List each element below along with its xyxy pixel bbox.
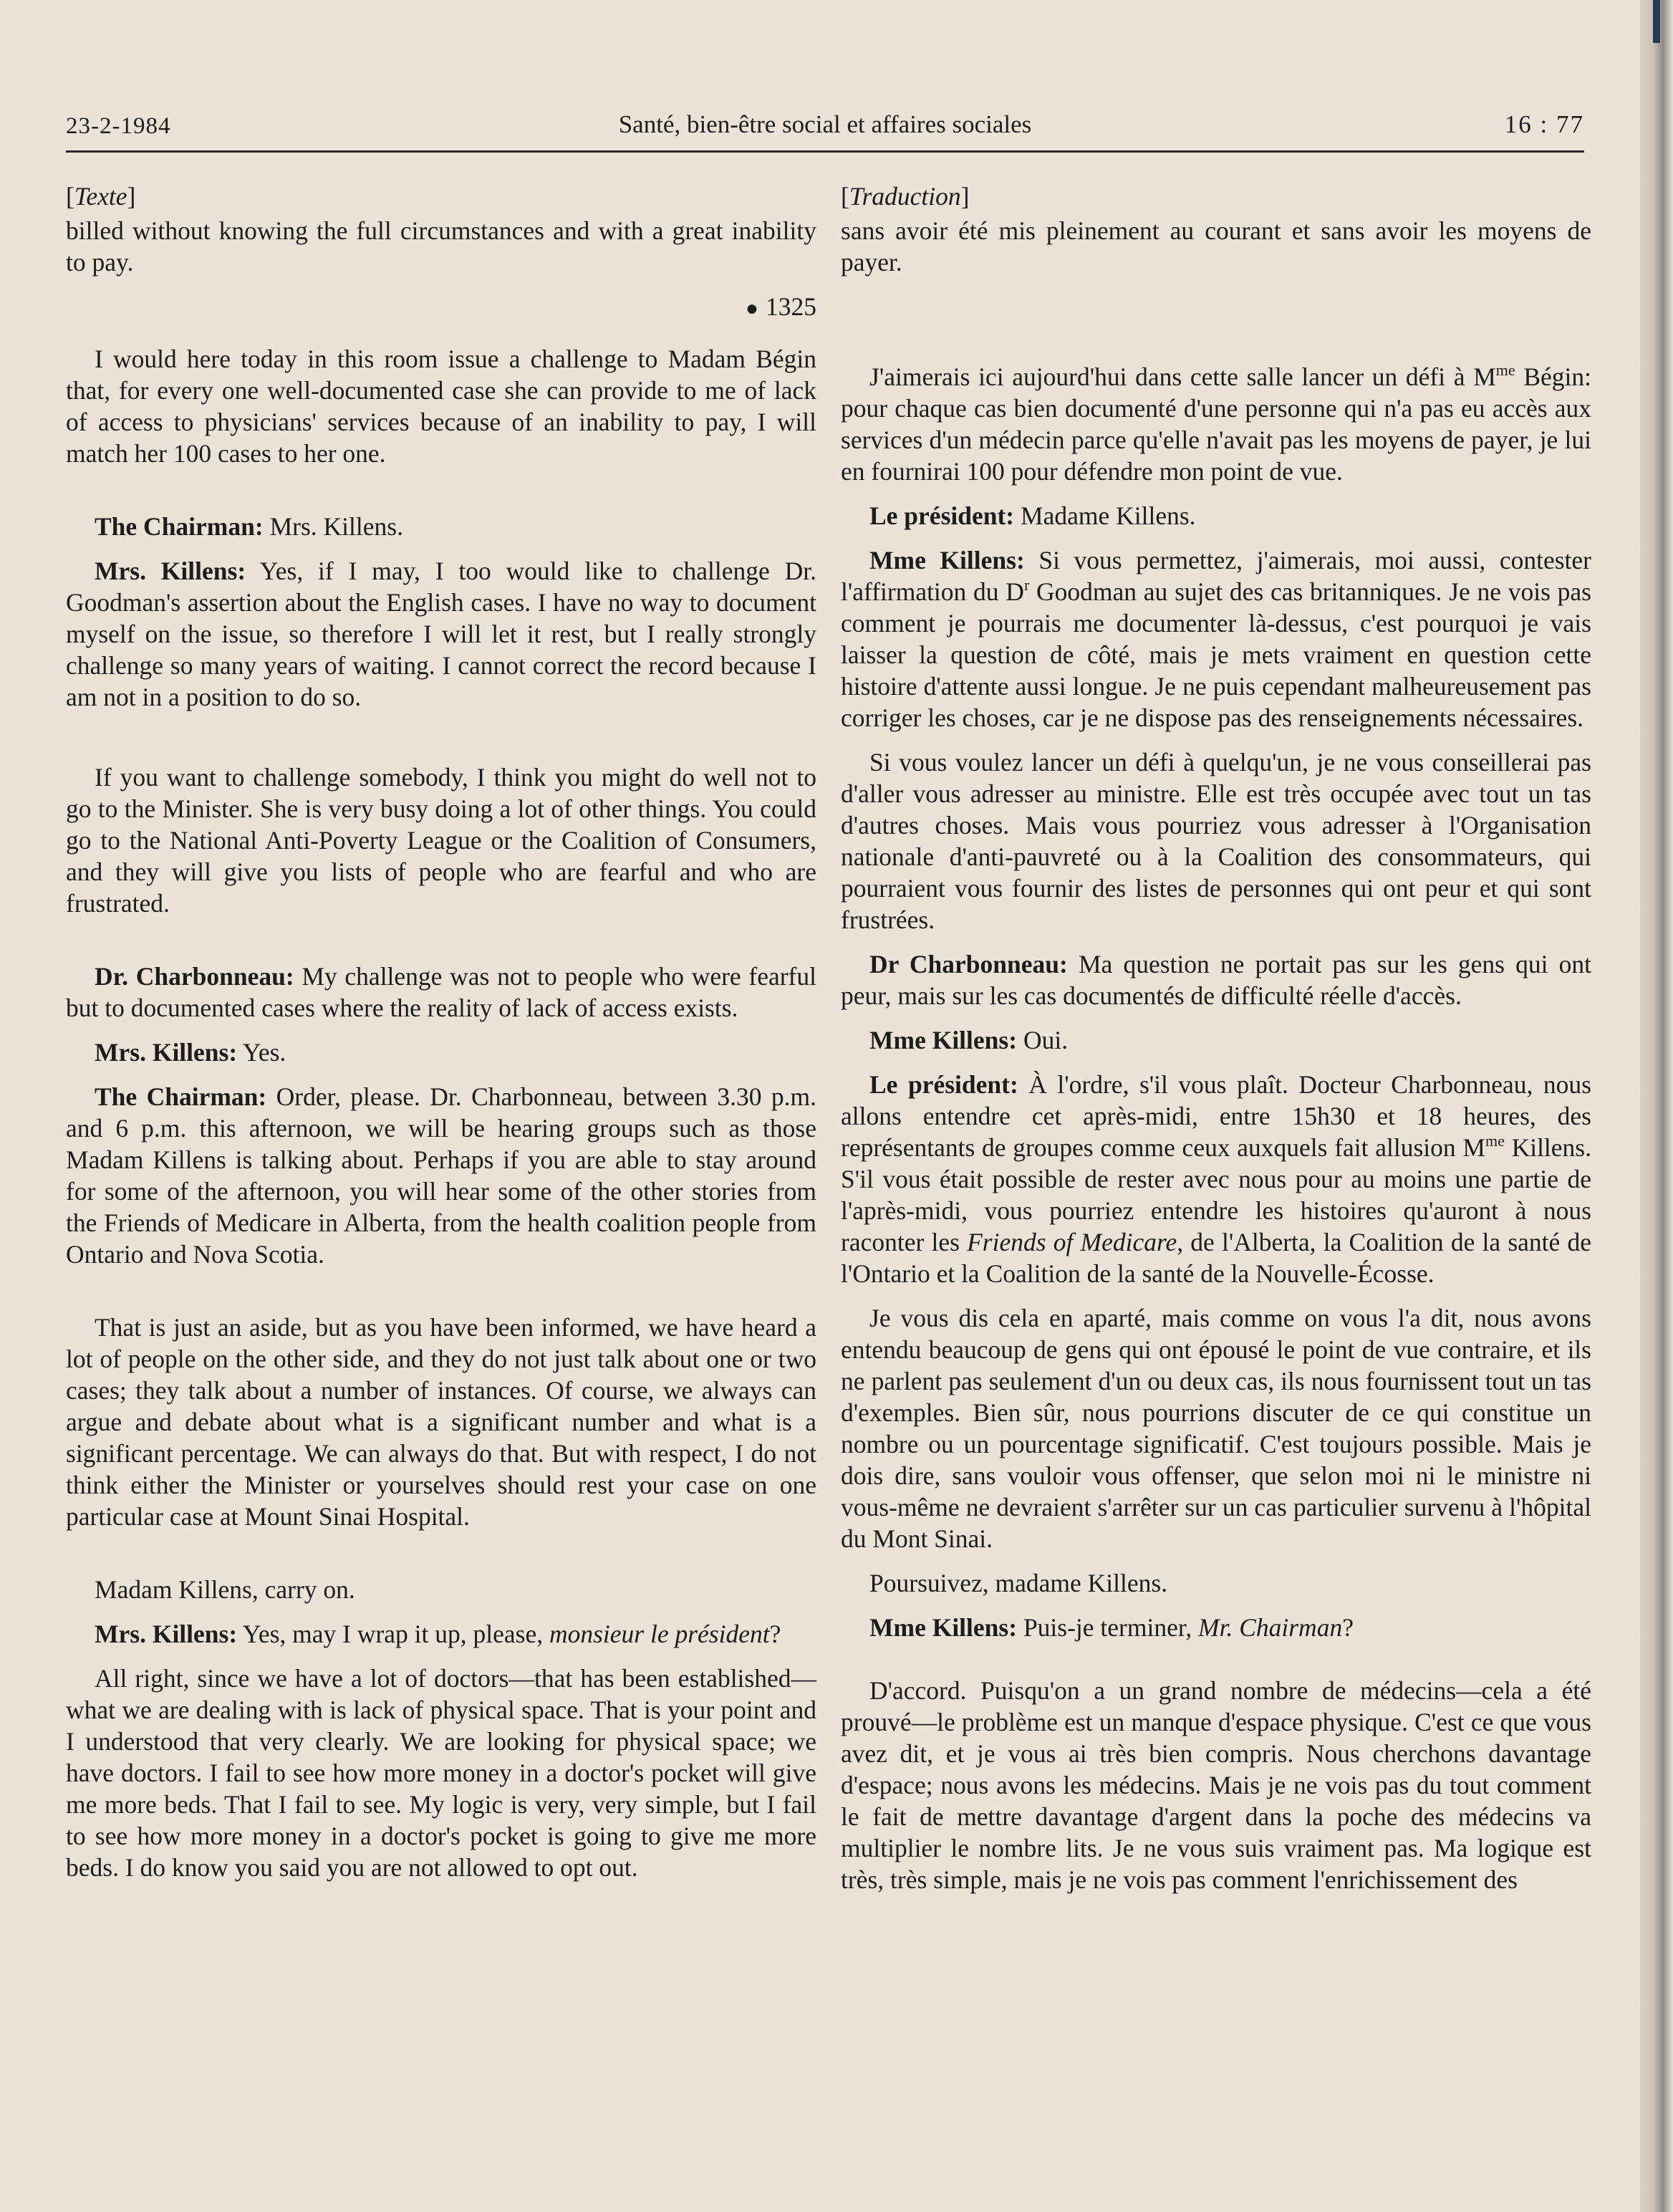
bullet-icon: ● — [745, 297, 758, 320]
speaker-paragraph: Mrs. Killens: Yes, may I wrap it up, please, monsieur le président? — [95, 1620, 781, 1648]
speaker-name: The Chairman: — [95, 1082, 267, 1111]
paragraph: That is just an aside, but as you have been informed, we have heard a lot of people on the other side, and they do not just talk about one or two cases; they talk about a number of instances. Of course, we always can argue and debate about what is a significant number and what is a significant percentage. We can always do that. But with respect, I do not think either the Minister or yourselves should rest your case on one particular case at Mount Sinai Hospital. — [66, 1313, 816, 1531]
paragraph: sans avoir été mis pleinement au courant et sans avoir les moyens de payer. — [841, 216, 1591, 276]
speaker-paragraph: Dr Charbonneau: Ma question ne portait pas sur les gens qui ont peur, mais sur les cas documentés de difficulté réelle d'accès. — [841, 950, 1591, 1010]
speaker-paragraph: Mrs. Killens: Yes, if I may, I too would like to challenge Dr. Goodman's assertion about the English cases. I have no way to document myself on the issue, so therefore I will let it rest, but I really strongly challenge so many years of waiting. I cannot correct the record because I am not in a position to do so. — [66, 557, 816, 711]
speaker-name: Mme Killens: — [869, 1026, 1018, 1054]
binding-tab — [1653, 0, 1660, 43]
paragraph: All right, since we have a lot of doctors—that has been established—what we are dealing with is lack of physical space. That is your point and I understood that very clearly. We are looking for physical space; we have doctors. I fail to see how more money in a doctor's pocket will give me more beds. That I fail to see. My logic is very, very simple, but I fail to see how more money in a doctor's pocket is going to give me more beds. I do know you said you are not allowed to opt out. — [66, 1664, 816, 1882]
paragraph: If you want to challenge somebody, I think you might do well not to go to the Minister. She is very busy doing a lot of other things. You could go to the National Anti-Poverty League or the Coalition of Consumers, and they will give you lists of people who are fearful and who are frustrated. — [66, 763, 816, 918]
speaker-name: Le président: — [869, 1070, 1018, 1099]
speaker-name: Dr. Charbonneau: — [95, 962, 294, 991]
translation-tag: [Traduction] — [841, 182, 970, 211]
speaker-paragraph: Le président: Madame Killens. — [869, 501, 1196, 530]
paragraph: Si vous voulez lancer un défi à quelqu'un, je ne vous conseillerai pas d'aller vous adresser au ministre. Elle est très occupée avec tout un tas d'autres choses. Mais vous pourriez vous adresser à l'Organisation nationale d'anti-pauvreté ou à la Coalition des consommateurs, qui pourraient vous fournir des listes de personnes qui ont peur et qui sont frustrées. — [841, 748, 1591, 934]
header-title: Santé, bien-être social et affaires sociales — [618, 110, 1032, 138]
speaker-name: Le président: — [869, 501, 1015, 530]
running-header — [66, 107, 1584, 153]
header-page-number: 16 : 77 — [1504, 110, 1584, 138]
speaker-paragraph: The Chairman: Mrs. Killens. — [95, 512, 403, 541]
paragraph: I would here today in this room issue a challenge to Madam Bégin that, for every one well-documented case she can provide to me of lack of access to physicians' services because of an inability to pay, I will match her 100 cases to her one. — [66, 345, 816, 468]
speaker-name: Mrs. Killens: — [95, 557, 246, 585]
speaker-paragraph: Mrs. Killens: Yes. — [95, 1038, 286, 1067]
paragraph: D'accord. Puisqu'on a un grand nombre de médecins—cela a été prouvé—le problème est un manque d'espace physique. C'est ce que vous avez dit, et je vous ai très bien compris. Nous cherchons davantage d'espace; nous avons les médecins. Mais je ne vois pas du tout comment le fait de mettre davantage d'argent dans la poche des médecins va multiplier le nombre lits. Je ne vous suis vraiment pas. Ma logique est très, très simple, mais je ne vois pas comment l'enrichissement des — [841, 1676, 1591, 1894]
page-binding-edge — [1640, 0, 1673, 2212]
speaker-name: The Chairman: — [95, 512, 264, 541]
english-column — [66, 181, 816, 1896]
speaker-paragraph: Mme Killens: Puis-je terminer, Mr. Chairman? — [869, 1613, 1354, 1642]
header-date: 23-2-1984 — [66, 113, 171, 139]
paragraph: Je vous dis cela en aparté, mais comme on vous l'a dit, nous avons entendu beaucoup de gens qui ont épousé le point de vue contraire, et ils ne parlent pas seulement d'un ou deux cas, ils nous fournissent tout un tas d'exemples. Bien sûr, nous pourrions discuter de ce qui constitue un nombre ou un pourcentage significatif. C'est toujours possible. Mais je dois dire, sans vouloir vous offenser, que selon moi ni le ministre ni vous-même ne devraient s'arrêter sur un cas particulier survenu à l'hôpital du Mont Sinai. — [841, 1304, 1591, 1553]
speaker-name: Mrs. Killens: — [95, 1620, 238, 1648]
speaker-paragraph: Dr. Charbonneau: My challenge was not to people who were fearful but to documented cases where the reality of lack of access exists. — [66, 962, 816, 1022]
speaker-name: Mme Killens: — [869, 546, 1025, 574]
speaker-name: Mrs. Killens: — [95, 1038, 238, 1067]
paragraph: Madam Killens, carry on. — [95, 1575, 355, 1604]
paragraph: Poursuivez, madame Killens. — [869, 1569, 1168, 1597]
french-column — [841, 181, 1591, 1908]
time-marker: ● 1325 — [745, 292, 816, 321]
speaker-paragraph: Le président: À l'ordre, s'il vous plaît. Docteur Charbonneau, nous allons entendre cet après-midi, entre 15h30 et 18 heures, des représentants de groupes comme ceux auxquels fait allusion $M^{me}$ Killens. S'il vous était possible de rester avec nous pour au moins une partie de l'après-midi, vous pourriez entendre les histoires qu'auront à nous raconter les Friends of Medicare, de l'Alberta, la Coalition de la santé de l'Ontario et la Coalition de la santé de la Nouvelle-Écosse. — [841, 1070, 1591, 1288]
speaker-name: Mme Killens: — [869, 1613, 1018, 1642]
paragraph: J'aimerais ici aujourd'hui dans cette salle lancer un défi à $M^{me}$ Bégin: pour chaque cas bien documenté d'une personne qui n'a pas eu accès aux services d'un médecin parce qu'elle n'avait pas les moyens de payer, je lui en fournirai 100 pour défendre mon point de vue. — [841, 361, 1591, 486]
text-tag: [Texte] — [66, 182, 136, 211]
speaker-paragraph: Mme Killens: Oui. — [869, 1026, 1069, 1054]
speaker-paragraph: The Chairman: Order, please. Dr. Charbonneau, between 3.30 p.m. and 6 p.m. this afternoon, we will be hearing groups such as those Madam Killens is talking about. Perhaps if you are able to stay around for some of the afternoon, you will hear some of the other stories from the Friends of Medicare in Alberta, from the health coalition people from Ontario and Nova Scotia. — [66, 1082, 816, 1269]
speaker-name: Dr Charbonneau: — [869, 950, 1068, 978]
paragraph: billed without knowing the full circumstances and with a great inability to pay. — [66, 216, 816, 276]
speaker-paragraph: Mme Killens: Si vous permettez, j'aimerais, moi aussi, contester l'affirmation du $D^r$ Goodman au sujet des cas britanniques. Je ne vois pas comment je pourrais me documenter là-dessus, c'est pourquoi je vais laisser la question de côté, mais je mets vraiment en question cette histoire d'attente aussi longue. Je ne puis cependant malheureusement pas corriger les choses, car je ne dispose pas des renseignements nécessaires. — [841, 546, 1592, 732]
